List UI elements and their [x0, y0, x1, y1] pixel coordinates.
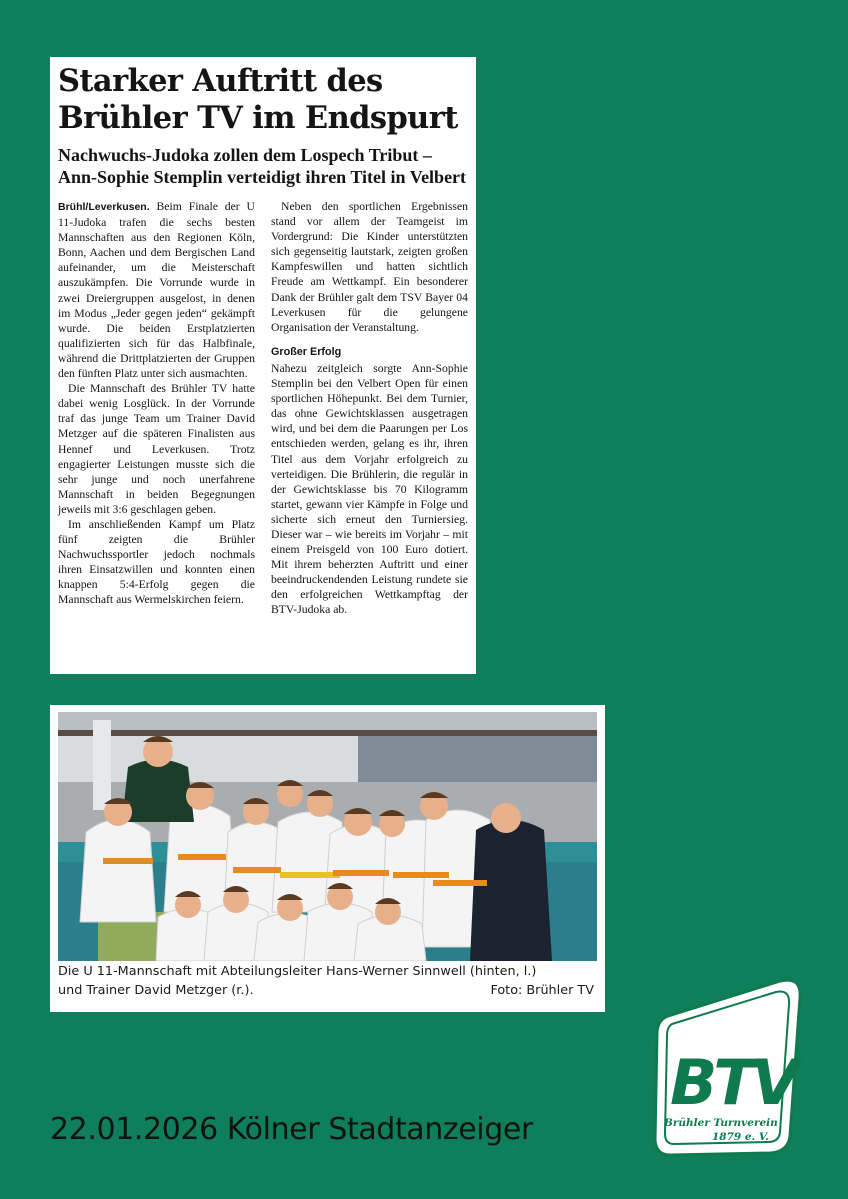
logo-initials: BTV [670, 1046, 796, 1119]
team-photo-illustration [58, 712, 597, 961]
section-heading: Großer Erfolg [271, 345, 342, 358]
article-paragraph: Die Mannschaft des Brühler TV hatte dabei wenig Losglück. In der Vorrunde traf das junge Team um Trainer David Metzger auf die späteren Finalisten aus Hennef und Leverkusen. Trotz engagierter Leistungen musste sich die sehr junge und noch unerfahrene Mannschaft in beiden Begegnungen jeweils mit 3:6 geschlagen geben. [58, 382, 255, 516]
btv-shield-icon [652, 976, 804, 1158]
newspaper-clipping [50, 57, 476, 674]
source-line: 22.01.2026 Kölner Stadtanzeiger [50, 1112, 533, 1147]
article-paragraph [58, 199, 255, 381]
headline-line-1: Starker Auftritt des [58, 63, 383, 99]
article-headline [58, 63, 468, 137]
article-column-left [58, 199, 255, 618]
caption-line-1: Die U 11-Mannschaft mit Abteilungsleiter Hans-Werner Sinnwell (hinten, l.) [58, 964, 537, 979]
photo-caption [58, 962, 594, 1000]
dateline: Brühl/Leverkusen. [58, 201, 150, 213]
article-subhead [58, 145, 468, 188]
photo-credit: Foto: Brühler TV [490, 983, 594, 998]
article-paragraph: Im anschließenden Kampf um Platz fünf zeigten die Brühler Nachwuchssportler jedoch nochmals ihren Einsatzwillen und konnten einen knappen 5:4-Erfolg gegen die Mannschaft aus Wermelskirchen feiern. [58, 517, 255, 607]
paragraph-text: Beim Finale der U 11-Judoka trafen die sechs besten Mannschaften aus den Regionen Köln, Bonn, Aachen und dem Bergischen Land aufeinander, um die Meisterschaft auszukämpfen. Die Vorrunde wurde in zwei Dreiergruppen ausgelost, in denen im Modus „Jeder gegen jeden“ gekämpft wurde. Die beiden Erstplatzierten qualifizierten sich für das Halbfinale, während die Drittplatzierten der Gruppen den fünften Platz unter sich ausmachten. [58, 200, 255, 381]
team-photo [58, 712, 597, 961]
headline-line-2: Brühler TV im Endspurt [58, 100, 458, 136]
article-column-right [271, 199, 468, 618]
article-columns [58, 199, 468, 618]
logo-founded: 1879 e. V. [712, 1131, 769, 1143]
btv-logo [652, 976, 804, 1158]
photo-card [50, 705, 605, 1012]
subhead-line-1: Nachwuchs-Judoka zollen dem Lospech Tribut – [58, 145, 432, 165]
article-paragraph: Nahezu zeitgleich sorgte Ann-Sophie Stemplin bei den Velbert Open für einen sportlichen Höhepunkt. Bei dem Turnier, das ohne Gewichtsklassen ausgetragen wird, und bei dem die Paarungen per Los entschieden werden, gelang es ihr, ihren Titel aus dem Vorjahr erfolgreich zu verteidigen. Die Brühlerin, die regulär in der Gewichtsklasse bis 70 Kilogramm startet, gewann vier Kämpfe in Folge und sicherte sich erneut den Turniersieg. Dieser war – wie bereits im Vorjahr – mit einem Preisgeld von 100 Euro dotiert. Mit ihrem beherzten Auftritt und einer beeindruckendenden Leistung rundete sie den erfolgreichen Wettkampftag der BTV-Judoka ab. [271, 361, 468, 617]
subhead-line-2: Ann-Sophie Stemplin verteidigt ihren Titel in Velbert [58, 166, 467, 187]
logo-club-name: Brühler Turnverein [664, 1117, 778, 1129]
caption-row-2 [58, 981, 594, 1000]
article-paragraph: Neben den sportlichen Ergebnissen stand vor allem der Teamgeist im Vordergrund: Die Kinder unterstützten sich gegenseitig lautstark, zeigten großen Kampfeswillen und hatten sichtlich Freude am Wettkampf. Ein besonderer Dank der Brühler galt dem TSV Bayer 04 Leverkusen für die gelungene Organisation der Veranstaltung. [271, 200, 468, 334]
caption-line-2: und Trainer David Metzger (r.). [58, 983, 254, 998]
